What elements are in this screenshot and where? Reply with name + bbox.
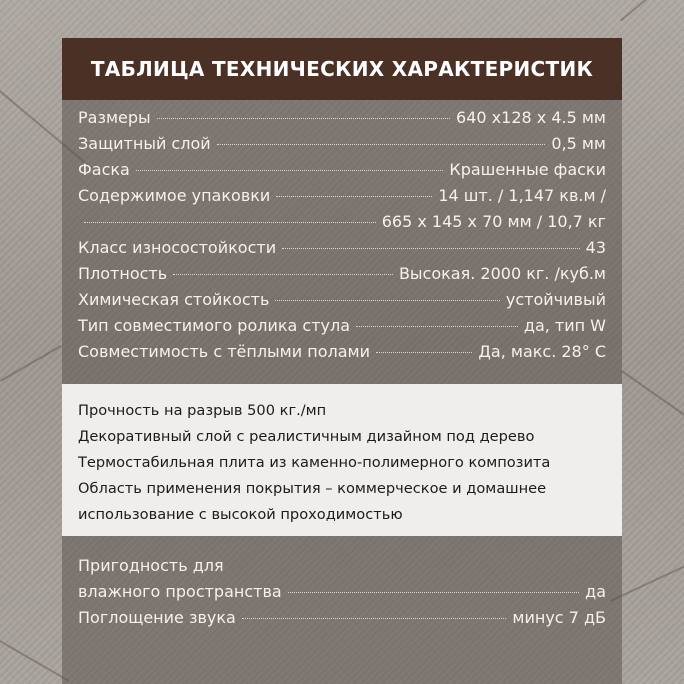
floor-seam [0,345,62,382]
spec-value: устойчивый [505,290,606,309]
spec-row-package-contents [78,186,606,212]
dotted-leader [242,618,507,619]
spec-label: Совместимость с тёплыми полами [78,342,370,361]
extra-spec-table [78,556,606,634]
spec-row-moisture-suitability-continued [78,582,606,608]
spec-value: да, тип W [523,316,606,335]
floor-seam [621,370,684,418]
feature-line: Термостабильная плита из каменно-полимерного композита [78,454,551,471]
spec-row-moisture-suitability [78,556,606,582]
dotted-leader [173,274,393,275]
dotted-leader [275,300,500,301]
spec-value: 0,5 мм [551,134,606,153]
spec-label: Размеры [78,108,151,127]
spec-value: 43 [585,238,606,257]
spec-label: Класс износостойкости [78,238,277,257]
spec-row-package-contents-continued [78,212,606,238]
spec-label: Плотность [78,264,168,283]
spec-value: 640 x128 x 4.5 мм [456,108,606,127]
spec-value: минус 7 дБ [512,608,606,627]
spec-row-dimensions [78,108,606,134]
dotted-leader [84,222,376,223]
spec-label: Пригодность для [78,556,224,575]
spec-value: 665 x 145 x 70 мм / 10,7 кг [381,212,606,231]
spec-label: Тип совместимого ролика стула [78,316,351,335]
spec-label: Химическая стойкость [78,290,270,309]
spec-label: Содержимое упаковки [78,186,271,205]
floor-seam [620,0,684,22]
dotted-leader [136,170,444,171]
spec-label: влажного пространства [78,582,282,601]
page-title: ТАБЛИЦА ТЕХНИЧЕСКИХ ХАРАКТЕРИСТИК [62,38,622,100]
spec-label: Фаска [78,160,130,179]
spec-value: Да, макс. 28° C [478,342,606,361]
spec-value: Высокая. 2000 кг. /куб.м [398,264,606,283]
spec-label: Поглощение звука [78,608,236,627]
floor-seam [0,640,69,682]
spec-row-bevel [78,160,606,186]
feature-line: Декоративный слой с реалистичным дизайном под дерево [78,428,535,445]
spec-row-underfloor-heating [78,342,606,368]
feature-line: Прочность на разрыв 500 кг./мп [78,402,327,419]
dotted-leader [276,196,432,197]
spec-row-protective-layer [78,134,606,160]
dotted-leader [282,248,580,249]
dotted-leader [376,352,472,353]
spec-value: да [585,582,606,601]
dotted-leader [157,118,450,119]
dotted-leader [217,144,546,145]
spec-row-density [78,264,606,290]
spec-value: 14 шт. / 1,147 кв.м / [438,186,606,205]
spec-row-wear-class [78,238,606,264]
spec-row-chemical-resistance [78,290,606,316]
spec-table [78,108,606,368]
spec-row-chair-caster [78,316,606,342]
feature-line: Область применения покрытия – коммерческое и домашнее [78,480,547,497]
features-box [62,384,622,536]
dotted-leader [288,592,579,593]
dotted-leader [356,326,518,327]
spec-label: Защитный слой [78,134,211,153]
feature-line: использование с высокой проходимостью [78,506,403,523]
spec-row-sound-absorption [78,608,606,634]
spec-value: Крашенные фаски [449,160,606,179]
